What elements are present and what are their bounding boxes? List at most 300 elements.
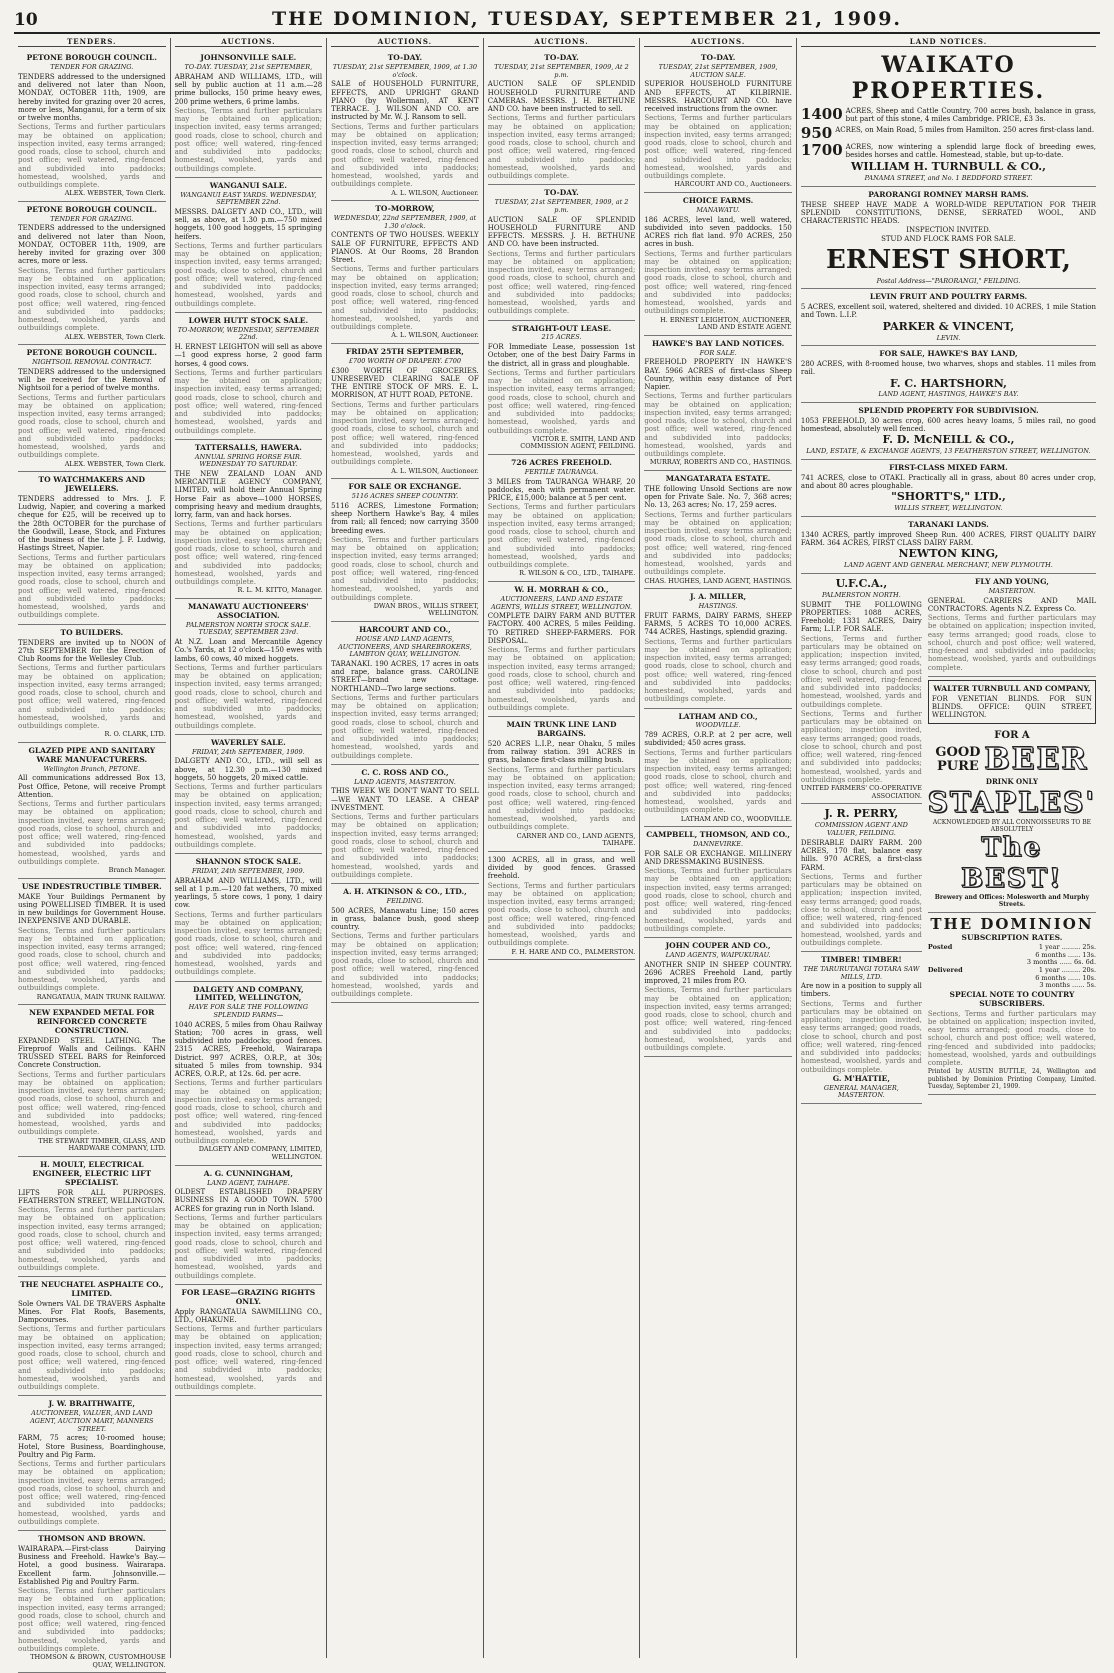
ad-title: U.F.C.A., — [835, 577, 888, 591]
ad-filler: Sections, Terms and further particulars may be obtained on application; inspection invited, easy terms arranged; good roads, close to school, church and post office; well watered, ring-fenced and subdivided into paddocks; homestead, woolshed, yards and outbuildings complete. — [927, 614, 1097, 672]
ad-title: J. A. MILLER, — [690, 592, 747, 602]
beer-pure: PURE — [937, 758, 979, 774]
ad-signature: A. L. WILSON, Auctioneer. — [391, 331, 479, 340]
advertiser-address: LAND AGENT, HASTINGS, HAWKE'S BAY. — [878, 390, 1019, 399]
rates-value: 1 year ......... 25s. — [1038, 943, 1097, 952]
ad-title: THOMSON AND BROWN. — [38, 1534, 146, 1544]
staples-word: STAPLES' — [927, 785, 1097, 819]
ad-title: NEW EXPANDED METAL FOR REINFORCED CONCRETE CONSTRUCTION. — [29, 1008, 155, 1035]
advertisement — [488, 321, 636, 456]
ad-filler: Sections, Terms and further particulars may be obtained on application; inspection invited, easy terms arranged; good roads, close to school, church and post office; well watered, ring-fenced and subdivided into paddocks; homestead, woolshed, yards and outbuildings complete. — [18, 1070, 166, 1137]
column-auctions-1 — [171, 38, 328, 1658]
advertisement — [331, 201, 479, 344]
ad-filler: Sections, Terms and further particulars may be obtained on application; inspection invited, easy terms arranged; good roads, close to school, church and post office; well watered, ring-fenced and subdivided into paddocks; homestead, woolshed, yards and outbuildings complete. — [174, 910, 323, 977]
rates-value: 6 months ...... 13s. — [1035, 950, 1097, 959]
lot-number: 1700 — [800, 140, 843, 159]
ad-filler: Sections, Terms and further particulars may be obtained on application; inspection invited, easy terms arranged; good roads, close to school, church and post office; well watered, ring-fenced and subdivided into paddocks; homestead, woolshed, yards and outbuildings complete. — [331, 693, 479, 760]
ad-title: TO WATCHMAKERS AND JEWELLERS. — [38, 475, 146, 494]
ad-body: THESE SHEEP HAVE MADE A WORLD-WIDE REPUTATION FOR THEIR SPLENDID CONSTITUTIONS, DENSE, SERRATED WOOL, AND CHARACTERISTIC HEADS. — [800, 200, 1097, 226]
advertisement — [644, 827, 792, 938]
ad-inspection: INSPECTION INVITED. — [906, 226, 991, 235]
ad-filler: Sections, Terms and further particulars may be obtained on application; inspection invited, easy terms arranged; good roads, close to school, church and post office; well watered, ring-fenced and subdivided into paddocks; homestead, woolshed, yards and outbuildings complete. — [174, 241, 323, 308]
section-heading-auctions-3: AUCTIONS. — [488, 38, 636, 47]
ad-sub: COMMISSION AGENT AND VALUER, FEILDING. — [814, 821, 908, 838]
ad-body: DALGETY AND CO., LTD., will sell as above, at 12.30 p.m.—130 mixed hoggets, 50 hoggets, 20 mixed cattle. — [174, 757, 323, 782]
ad-body: 186 ACRES, level land, well watered, subdivided into seven paddocks. 150 ACRES rich flat land. 970 ACRES, 250 acres in bush. — [644, 215, 792, 249]
ad-title: TATTERSALLS, HAWERA. — [194, 442, 302, 452]
ad-filler: Sections, Terms and further particulars may be obtained on application; inspection invited, easy terms arranged; good roads, close to school, church and post office; well watered, ring-fenced and subdivided into paddocks; homestead, woolshed, yards and outbuildings complete. — [487, 249, 636, 316]
ad-filler: Sections, Terms and further particulars may be obtained on application; inspection invited, easy terms arranged; good roads, close to school, church and post office; well watered, ring-fenced and subdivided into paddocks; homestead, woolshed, yards and outbuildings complete. — [331, 535, 479, 602]
ad-body: H. ERNEST LEIGHTON will sell as above—1 good express horse, 2 good farm horses, 4 good cows. — [174, 343, 323, 368]
ad-signature: Branch Manager. — [108, 866, 166, 874]
tenders-list — [18, 50, 166, 1673]
page-title: THE DOMINION, TUESDAY, SEPTEMBER 21, 1909. — [271, 7, 903, 30]
rates-label: Delivered — [927, 966, 963, 975]
advertisement — [644, 193, 792, 336]
ad-signature: ALEX. WEBSTER, Town Clerk. — [64, 189, 166, 198]
advertisement — [18, 50, 166, 202]
advertisement — [18, 1277, 166, 1396]
ad-filler: Sections, Terms and further particulars may be obtained on application; inspection invited, easy terms arranged; good roads, close to school, church and post office; well watered, ring-fenced and subdivided into paddocks; homestead, woolshed, yards and outbuildings complete. — [487, 646, 636, 712]
ad-body: FARM, 75 acres; 10-roomed house; Hotel, Store Business, Boardinghouse, Poultry and Pig Farm. — [18, 1434, 166, 1459]
ad-paroranui — [801, 187, 1096, 289]
ad-title: SPLENDID PROPERTY FOR SUBDIVISION. — [858, 406, 1039, 416]
ad-title: FRIDAY 25TH SEPTEMBER, — [345, 347, 464, 357]
advertiser-name: PARKER & VINCENT, — [882, 319, 1015, 333]
advertiser-address: LEVIN. — [936, 333, 961, 342]
ad-filler: Sections, Terms and further particulars may be obtained on application; inspection invited, easy terms arranged; good roads, close to school, church and post office; well watered, ring-fenced and subdivided into paddocks; homestead, woolshed, yards and outbuildings complete. — [800, 872, 922, 947]
ad-title: TO-MORROW, — [375, 204, 435, 214]
section-heading-auctions-4: AUCTIONS. — [644, 38, 792, 47]
ad-filler: Sections, Terms and further particulars may be obtained on application; inspection invited, easy terms arranged; good roads, close to school, church and post office; well watered, ring-fenced and subdivided into paddocks; homestead, woolshed, yards and outbuildings complete. — [644, 249, 792, 316]
ad-subtitle: AUCTIONEER, VALUER, AND LAND AGENT, AUCTION MART, MANNERS STREET. — [30, 1409, 154, 1433]
advertisement — [175, 982, 323, 1166]
lot-number: 1400 — [800, 105, 843, 124]
rates-value: 6 months ...... 10s. — [1035, 973, 1097, 982]
ad-filler: Sections, Terms and further particulars may be obtained on application; inspection invited, easy terms arranged; good roads, close to school, church and post office; well watered, ring-fenced and subdivided into paddocks; homestead, woolshed, yards and outbuildings complete. — [927, 1009, 1097, 1068]
ad-signature: F. H. HARE AND CO., PALMERSTON. — [511, 947, 636, 956]
advertisement — [18, 743, 166, 879]
subs-title: THE DOMINION — [930, 914, 1094, 933]
ad-filler: Sections, Terms and further particulars may be obtained on application; inspection invited, easy terms arranged; good roads, close to school, church and post office; well watered, ring-fenced and subdivided into paddocks; homestead, woolshed, yards and outbuildings complete. — [487, 368, 636, 435]
ad-filler: Sections, Terms and further particulars may be obtained on application; inspection invited, easy terms arranged; good roads, close to school, church and post office; well watered, ring-fenced and subdivided into paddocks; homestead, woolshed, yards and outbuildings complete. — [18, 553, 166, 620]
ad-filler: Sections, Terms and further particulars may be obtained on application; inspection invited, easy terms arranged; good roads, close to school, church and post office; well watered, ring-fenced and subdivided into paddocks; homestead, woolshed, yards and outbuildings complete. — [174, 1079, 323, 1146]
ad-signature: THE STEWART TIMBER, GLASS, AND HARDWARE COMPANY, LTD. — [38, 1136, 166, 1153]
bottom-split — [801, 574, 1096, 1104]
ad-waikato — [801, 50, 1096, 187]
advertisement — [331, 884, 479, 1003]
ad-body: FOR SALE OR EXCHANGE. MILLINERY AND DRESSMAKING BUSINESS. — [644, 849, 792, 866]
ad-title: A. G. CUNNINGHAM, — [203, 1168, 293, 1178]
lot-text: ACRES, Sheep and Cattle Country, 700 acres bush, balance in grass, but part of this stone, 4 miles Cambridge. PRICE, £3 3s. — [845, 107, 1097, 124]
ad-title: SHANNON STOCK SALE. — [195, 857, 302, 867]
advertisement — [644, 471, 792, 589]
ad-body: AUCTION SALE OF SPLENDID HOUSEHOLD FURNITURE AND CAMERAS. MESSRS. J. H. BETHUNE AND CO. have been instructed to sell. — [487, 80, 636, 114]
advertiser-address: WILLIS STREET, WELLINGTON. — [894, 504, 1003, 513]
beer-good-pure — [935, 746, 980, 775]
ad-subtitle: PALMERSTON NORTH STOCK SALE. TUESDAY, SEPTEMBER 23rd. — [185, 620, 311, 637]
advertisement — [18, 1531, 166, 1673]
ad-title: FOR SALE, HAWKE'S BAY LAND, — [879, 349, 1018, 359]
ad-filler: Sections, Terms and further particulars may be obtained on application; inspection invited, easy terms arranged; good roads, close to school, church and post office; well watered, ring-fenced and subdivided into paddocks; homestead, woolshed, yards and outbuildings complete. — [331, 813, 479, 879]
ad-fly-young — [928, 574, 1096, 677]
ad-title: CHOICE FARMS. — [682, 196, 754, 206]
ad-signature: A. L. WILSON, Auctioneer. — [391, 188, 479, 197]
ad-subtitle: HASTINGS. — [698, 602, 738, 611]
advertiser-name: "SHORTT'S," LTD., — [891, 490, 1006, 504]
ad-filler: Sections, Terms and further particulars may be obtained on application; inspection invited, easy terms arranged; good roads, close to school, church and post office; well watered, ring-fenced and subdivided into paddocks; homestead, woolshed, yards and outbuildings complete. — [18, 1206, 166, 1272]
ad-subscription-rates — [928, 913, 1096, 1095]
ad-signature: HARCOURT AND CO., Auctioneers. — [674, 180, 792, 189]
ad-signature: MURRAY, ROBERTS AND CO., HASTINGS. — [649, 458, 792, 467]
ad-title: J. W. BRAITHWAITE, — [48, 1399, 135, 1409]
ad-levin — [801, 289, 1096, 346]
ad-title: W. H. MORRAH & CO., — [514, 585, 609, 595]
ad-subtitle: NIGHTSOIL REMOVAL CONTRACT. — [32, 358, 152, 367]
ad-title: HARCOURT AND CO., — [359, 625, 451, 635]
ad-title: CAMPBELL, THOMSON, AND CO., — [646, 830, 790, 840]
ad-subtitle: FOR SALE. — [699, 348, 737, 357]
ad-filler: Sections, Terms and further particulars may be obtained on application; inspection invited, easy terms arranged; good roads, close to school, church and post office; well watered, ring-fenced and subdivided into paddocks; homestead, woolshed, yards and outbuildings complete. — [487, 503, 636, 570]
ad-body: FRUIT FARMS, DAIRY FARMS, SHEEP FARMS, 5 ACRES TO 10,000 ACRES. 744 ACRES, Hastings, splendid grazing. — [644, 611, 792, 637]
subs-sub: SUBSCRIPTION RATES. — [961, 933, 1063, 943]
ad-title: JOHN COUPER AND CO., — [665, 941, 771, 951]
ad-body: Are now in a position to supply all timbers. — [800, 982, 922, 999]
ad-subtitle: ANNUAL SPRING HORSE FAIR. WEDNESDAY TO SATURDAY. — [194, 452, 302, 469]
ad-subtitle: FEILDING. — [386, 897, 424, 905]
lot-text: ACRES, now wintering a splendid large flock of breeding ewes, besides horses and cattle. Homestead, stable, but up-to-date. — [845, 142, 1097, 159]
ad-title: LATHAM AND CO., — [678, 711, 758, 721]
ad-title: TO-DAY. — [544, 53, 579, 63]
ad-subtitle: 5116 ACRES SHEEP COUNTRY. — [351, 492, 459, 501]
beer-good: GOOD — [935, 744, 981, 760]
ad-signature: THOMSON & BROWN, CUSTOMHOUSE QUAY, WELLINGTON. — [30, 1653, 166, 1669]
advertisement — [18, 345, 166, 472]
advertisement — [18, 625, 166, 743]
ad-filler: Sections, Terms and further particulars may be obtained on application; inspection invited, easy terms arranged; good roads, close to school, church and post office; well watered, ring-fenced and subdivided into paddocks; homestead, woolshed, yards and outbuildings complete. — [487, 881, 636, 948]
ad-title: TIMBER! TIMBER! — [821, 955, 902, 965]
advertiser-name: F. D. McNEILL & CO., — [882, 433, 1015, 447]
ad-signature: ALEX. WEBSTER, Town Clerk. — [64, 459, 166, 468]
ad-body: TENDERS addressed to the undersigned will be received for the Removal of Nightsoil for a period of twelve months. — [18, 367, 166, 393]
ad-body: 5116 ACRES, Limestone Formation; sheep Northern Hawke's Bay, 4 miles from rail; all fenced; now carrying 3500 breeding ewes. — [331, 501, 479, 535]
advertisement — [331, 765, 479, 884]
ad-filler: Sections, Terms and further particulars may be obtained on application; inspection invited, easy terms arranged; good roads, close to school, church and post office; well watered, ring-fenced and subdivided into paddocks; homestead, woolshed, yards and outbuildings complete. — [644, 986, 792, 1053]
ad-subtitle: WANGANUI EAST YARDS. WEDNESDAY, SEPTEMBER 22nd. — [180, 190, 317, 207]
ad-signature: RANGATAUA, MAIN TRUNK RAILWAY. — [36, 992, 166, 1001]
rates-label: Posted — [927, 943, 953, 952]
ad-title: C. C. ROSS AND CO., — [361, 767, 449, 777]
ad-filler: Sections, Terms and further particulars may be obtained on application; inspection invited, easy terms arranged; good roads, close to school, church and post office; well watered, ring-fenced and subdivided into paddocks; homestead, woolshed, yards and outbuildings complete. — [18, 926, 166, 993]
ad-filler: Sections, Terms and further particulars may be obtained on application; inspection invited, easy terms arranged; good roads, close to school, church and post office; well watered, ring-fenced and subdivided into paddocks; homestead, woolshed, yards and outbuildings complete. — [174, 1213, 323, 1280]
ad-body: THE NEW ZEALAND LOAN AND MERCANTILE AGENCY COMPANY, LIMITED, will hold their Annual Spring Horse Fair as above—1000 HORSES, comprising heavy and medium draughts, lorry, farm, van and hack horses. — [174, 469, 323, 520]
ad-body: AUCTION SALE OF SPLENDID HOUSEHOLD FURNITURE AND EFFECTS. MESSRS. J. H. BETHUNE AND CO. have been instructed. — [487, 215, 636, 249]
ad-body: WAIRARAPA.—First-class Dairying Business and Freehold. Hawke's Bay.—Hotel, a good business. Wairarapa. Excellent farm. Johnsonville.—Established Pig and Poultry Farm. — [18, 1544, 166, 1586]
ad-filler: Sections, Terms and further particulars may be obtained on application; inspection invited, easy terms arranged; good roads, close to school, church and post office; well watered, ring-fenced and subdivided into paddocks; homestead, woolshed, yards and outbuildings complete. — [487, 765, 636, 832]
advertisement — [644, 938, 792, 1057]
ad-filler: Sections, Terms and further particulars may be obtained on application; inspection invited, easy terms arranged; good roads, close to school, church and post office; well watered, ring-fenced and subdivided into paddocks; homestead, woolshed, yards and outbuildings complete. — [174, 520, 323, 587]
ad-body: 3 MILES from TAURANGA WHARF, 20 paddocks, each with permanent water. PRICE, £15,000; balance at 5 per cent. — [487, 477, 636, 503]
ad-signature: CHAS. HUGHES, LAND AGENT, HASTINGS. — [644, 576, 792, 585]
advertiser-address: PANAMA STREET, and No. 1 BEDDFORD STREET. — [864, 174, 1033, 183]
ad-filler: Sections, Terms and further particulars may be obtained on application; inspection invited, easy terms arranged; good roads, close to school, church and post office; well watered, ring-fenced and subdivided into paddocks; homestead, woolshed, yards and outbuildings complete. — [18, 800, 166, 866]
ad-body: OLDEST ESTABLISHED DRAPERY BUSINESS IN A GOOD TOWN. 5700 ACRES for grazing run in North Island. — [174, 1188, 323, 1213]
advertisement — [331, 50, 479, 201]
ad-body: SUBMIT THE FOLLOWING PROPERTIES: 1088 ACRES, Freehold; 1331 ACRES, Dairy Farm; L.I.P. FOR SALE. — [800, 600, 922, 634]
ad-filler: Sections, Terms and further particulars may be obtained on application; inspection invited, easy terms arranged; good roads, close to school, church and post office; well watered, ring-fenced and subdivided into paddocks; homestead, woolshed, yards and outbuildings complete. — [800, 634, 922, 709]
ad-body: 500 ACRES, Manawatu Line; 150 acres in grass, balance bush, good sheep country. — [331, 906, 479, 932]
column-auctions-2 — [327, 38, 484, 1658]
ad-filler: Sections, Terms and further particulars may be obtained on application; inspection invited, easy terms arranged; good roads, close to school, church and post office; well watered, ring-fenced and subdivided into paddocks; homestead, woolshed, yards and outbuildings complete. — [487, 114, 636, 181]
ad-title: 726 ACRES FREEHOLD. — [511, 458, 612, 468]
ad-subtitle: FRIDAY, 24th SEPTEMBER, 1909. — [191, 747, 305, 756]
beer-headline — [928, 742, 1096, 777]
auctions-list-3 — [488, 50, 636, 960]
ad-body: £300 WORTH OF GROCERIES. UNRESERVED CLEARING SALE OF THE ENTIRE STOCK OF MRS. E. L. MORRISON, AT HUTT ROAD, PETONE. — [331, 366, 479, 400]
waikato-title: WAIKATO PROPERTIES. — [851, 52, 1046, 105]
lot — [801, 107, 1096, 124]
ad-filler: Sections, Terms and further particulars may be obtained on application; inspection invited, easy terms arranged; good roads, close to school, church and post office; well watered, ring-fenced and subdivided into paddocks; homestead, woolshed, yards and outbuildings complete. — [174, 783, 323, 849]
ad-body: THE following Unsold Sections are now open for Private Sale. No. 7, 368 acres; No. 13, 263 acres; No. 17, 259 acres. — [644, 484, 792, 510]
advertisement — [644, 336, 792, 471]
ad-body: COMPLETE DAIRY FARM AND BUTTER FACTORY. 400 ACRES, 5 miles Feilding. TO RETIRED SHEEP-FARMERS. FOR DISPOSAL. — [487, 612, 636, 645]
advertisement — [175, 178, 323, 313]
ad-filler: Sections, Terms and further particulars may be obtained on application; inspection invited, easy terms arranged; good roads, close to school, church and post office; well watered, ring-fenced and subdivided into paddocks; homestead, woolshed, yards and outbuildings complete. — [644, 637, 792, 704]
ad-filler: Sections, Terms and further particulars may be obtained on application; inspection invited, easy terms arranged; good roads, close to school, church and post office; well watered, ring-fenced and subdivided into paddocks; homestead, woolshed, yards and outbuildings complete. — [18, 123, 166, 189]
ad-subtitle: MANAWATU. — [696, 205, 740, 214]
ad-subtitle: TUESDAY, 21st SEPTEMBER, 1909, at 1.30 o'clock. — [332, 63, 477, 79]
advertisement — [644, 709, 792, 828]
ad-title: MANAWATU AUCTIONEERS' ASSOCIATION. — [188, 602, 309, 620]
ad-signature: LATHAM AND CO., WOODVILLE. — [680, 814, 792, 823]
ad-body: TENDERS addressed to the undersigned and delivered not later than Noon, MONDAY, OCTOBER 11th, 1909, are hereby invited for grazing over 300 acres, more or less. — [18, 224, 166, 266]
ad-subtitle: WOODVILLE. — [695, 721, 741, 730]
auctions-list-4 — [644, 50, 792, 1057]
ad-title: A. H. ATKINSON & CO., LTD., — [343, 887, 467, 897]
ad-title: HAWKE'S BAY LAND NOTICES. — [651, 338, 785, 348]
ad-body: FOR Immediate Lease, possession 1st October, one of the best Dairy Farms in the district, all in grass and ploughable. — [487, 343, 636, 368]
column-tenders — [14, 37, 171, 1669]
ad-subtitle: TO-DAY. TUESDAY, 21st SEPTEMBER, — [184, 63, 313, 72]
ad-title: WANGANUI SALE. — [209, 180, 287, 190]
ad-title: WAVERLEY SALE. — [210, 737, 286, 747]
advertisement — [18, 202, 166, 345]
ad-filler: Sections, Terms and further particulars may be obtained on application; inspection invited, easy terms arranged; good roads, close to school, church and post office; well watered, ring-fenced and subdivided into paddocks; homestead, woolshed, yards and outbuildings complete. — [800, 709, 922, 784]
ad-body: FOR VENETIAN BLINDS. FOR SUN BLINDS. OFFICE: QUIN STREET, WELLINGTON. — [931, 694, 1093, 720]
bottom-right — [928, 574, 1096, 1104]
ad-timber — [801, 952, 922, 1104]
ad-perry — [801, 804, 922, 952]
lot-number: 950 — [800, 123, 833, 142]
rates-table — [928, 944, 1096, 990]
ad-signature: DALGETY AND COMPANY, LIMITED, WELLINGTON. — [198, 1145, 323, 1162]
column-auctions-3 — [484, 38, 641, 1658]
ad-title: GLAZED PIPE AND SANITARY WARE MANUFACTURERS. — [28, 745, 156, 764]
ad-body: LIFTS FOR ALL PURPOSES. FEATHERSTON STREET, WELLINGTON. — [18, 1188, 166, 1205]
rates-row — [928, 982, 1096, 990]
advertiser-address: Postal Address—"PARORANGI," FEILDING. — [876, 276, 1021, 285]
ad-filler: Sections, Terms and further particulars may be obtained on application; inspection invited, easy terms arranged; good roads, close to school, church and post office; well watered, ring-fenced and subdivided into paddocks; homestead, woolshed, yards and outbuildings complete. — [18, 664, 166, 730]
advertiser-address: LAND, ESTATE, & EXCHANGE AGENTS, 13 FEATHERSTON STREET, WELLINGTON. — [806, 447, 1091, 456]
ad-filler: Sections, Terms and further particulars may be obtained on application; inspection invited, easy terms arranged; good roads, close to school, church and post office; well watered, ring-fenced and subdivided into paddocks; homestead, woolshed, yards and outbuildings complete. — [18, 1460, 166, 1526]
ad-filler: Sections, Terms and further particulars may be obtained on application; inspection invited, easy terms arranged; good roads, close to school, church and post office; well watered, ring-fenced and subdivided into paddocks; homestead, woolshed, yards and outbuildings complete. — [644, 748, 792, 815]
ad-signature: DWAN BROS., WILLIS STREET, WELLINGTON. — [373, 601, 479, 618]
ad-title: TARANAKI LANDS. — [908, 520, 989, 530]
advertiser-name: ERNEST SHORT, — [826, 244, 1071, 275]
advertiser-name: WILLIAM H. TURNBULL & CO., — [850, 160, 1046, 174]
ad-title: TO-DAY. — [387, 53, 423, 63]
advertisement — [175, 735, 323, 854]
masthead — [14, 0, 1100, 34]
ad-filler: Sections, Terms and further particulars may be obtained on application; inspection invited, easy terms arranged; good roads, close to school, church and post office; well watered, ring-fenced and subdivided into paddocks; homestead, woolshed, yards and outbuildings complete. — [644, 867, 792, 933]
ad-filler: Sections, Terms and further particulars may be obtained on application; inspection invited, easy terms arranged; good roads, close to school, church and post office; well watered, ring-fenced and subdivided into paddocks; homestead, woolshed, yards and outbuildings complete. — [331, 400, 479, 467]
ad-body: TARANAKI. 190 ACRES, 17 acres in oats and rape, balance grass. CAROLINE STREET—brand new cottage. NORTHLAND—Two large sections. — [331, 659, 479, 693]
ad-filler: Sections, Terms and further particulars may be obtained on application; inspection invited, easy terms arranged; good roads, close to school, church and post office; well watered, ring-fenced and subdivided into paddocks; homestead, woolshed, yards and outbuildings complete. — [174, 663, 323, 730]
advertisement — [331, 479, 479, 622]
section-heading-auctions-2: AUCTIONS. — [331, 38, 479, 47]
ad-filler: Sections, Terms and further particulars may be obtained on application; inspection invited, easy terms arranged; good roads, close to school, church and post office; well watered, ring-fenced and subdivided into paddocks; homestead, woolshed, yards and outbuildings complete. — [18, 1325, 166, 1392]
ad-signature: H. ERNEST LEIGHTON, AUCTIONEER, LAND AND ESTATE AGENT. — [660, 315, 792, 332]
beer-for-a: FOR A — [994, 730, 1030, 742]
ad-body: CONTENTS OF TWO HOUSES. WEEKLY SALE OF FURNITURE, EFFECTS AND PIANOS. At Our Rooms, 28 Brandon Street. — [331, 231, 479, 265]
advertiser-name: G. M'HATTIE, — [832, 1073, 890, 1083]
ad-body: 1300 ACRES, all in grass, and well divided by good fences. Grassed freehold. — [487, 855, 636, 881]
ad-body: 789 ACRES, O.R.P. at 2 per acre, well subdivided; 450 acres grass. — [644, 731, 792, 748]
ad-filler: Sections, Terms and further particulars may be obtained on application; inspection invited, easy terms arranged; good roads, close to school, church and post office; well watered, ring-fenced and subdivided into paddocks; homestead, woolshed, yards and outbuildings complete. — [331, 265, 479, 332]
ad-title: FOR SALE OR EXCHANGE. — [348, 482, 462, 492]
ad-body: All communications addressed Box 13, Post Office, Petone, will receive Prompt Attention. — [18, 774, 166, 799]
ad-subtitle: LAND AGENTS, WAIPUKURAU. — [665, 951, 771, 960]
ad-hawkes-bay — [801, 346, 1096, 403]
ad-body: 5 ACRES, excellent soil, watered, sheltered and divided. 10 ACRES, 1 mile Station and Town. L.I.P. — [800, 303, 1097, 320]
ad-body: FREEHOLD PROPERTY IN HAWKE'S BAY. 5966 ACRES of first-class Sheep Country, within easy distance of Port Napier. — [644, 358, 792, 392]
advertisement — [18, 879, 166, 1006]
ad-subtitle: TUESDAY, 21st SEPTEMBER, 1909, at 2 p.m. — [494, 198, 629, 214]
section-heading-auctions: AUCTIONS. — [175, 38, 323, 47]
ad-title: MANGATARATA ESTATE. — [665, 474, 771, 484]
ad-sub: THE TARURUTANGI TOTARA SAW MILLS, LTD. — [803, 964, 920, 981]
ad-body: 1053 FREEHOLD, 30 acres crop, 600 acres heavy loams, 5 miles rail, no good homestead, absolutely well fenced. — [800, 416, 1097, 434]
column-land-notices — [797, 38, 1100, 1658]
ad-body: GENERAL CARRIERS AND MAIL CONTRACTORS. Agents N.Z. Express Co. — [927, 596, 1097, 613]
ad-body: DESIRABLE DAIRY FARM. 200 ACRES, 170 flat, balance easy hills. 970 ACRES, a first-class FARM. — [800, 838, 922, 872]
ad-subtitle: AUCTIONEERS, LAND AND ESTATE AGENTS, WILLIS STREET, WELLINGTON. — [490, 594, 633, 611]
ad-subtitle: FRIDAY, 24th SEPTEMBER, 1909. — [191, 866, 305, 875]
advertisement — [18, 472, 166, 624]
bottom-left — [801, 574, 922, 1104]
ad-subtitle: LAND AGENT, TAIHAPE. — [207, 1178, 290, 1187]
ad-body: MESSRS. DALGETY AND CO., LTD., will sell, as above, at 1.30 p.m.—750 mixed hoggets, 100 good hoggets, 15 springing heifers. — [174, 207, 323, 241]
advertisement — [644, 50, 792, 193]
ad-subtitle: TUESDAY, 21st SEPTEMBER, 1909, AUCTION SALE. — [658, 63, 778, 79]
ad-title: TO BUILDERS. — [60, 627, 124, 637]
ad-subtitle: HAVE FOR SALE THE FOLLOWING SPLENDID FARMS— — [188, 1003, 309, 1019]
auctions-list-2 — [331, 50, 479, 1003]
advertiser-address: GENERAL MANAGER, MASTERTON. — [823, 1083, 899, 1100]
advertisement — [175, 1285, 323, 1396]
ad-subtitle: 215 ACRES. — [541, 333, 582, 342]
ad-title: WALTER TURNBULL AND COMPANY, — [933, 683, 1091, 693]
ad-first-class-farm — [801, 460, 1096, 517]
ad-body: Sole Owners VAL DE TRAVERS Asphalte Mines. For Flat Roofs, Basements, Dampcourses. — [18, 1299, 166, 1325]
ad-taranaki — [801, 517, 1096, 574]
ad-title: LEVIN FRUIT AND POULTRY FARMS. — [869, 292, 1028, 302]
advertiser-name: NEWTON KING, — [898, 547, 999, 561]
ad-filler: Sections, Terms and further particulars may be obtained on application; inspection invited, easy terms arranged; good roads, close to school, church and post office; well watered, ring-fenced and subdivided into paddocks; homestead, woolshed, yards and outbuildings complete. — [18, 1587, 166, 1653]
ad-title: FIRST-CLASS MIXED FARM. — [889, 463, 1008, 473]
ad-title: PETONE BOROUGH COUNCIL. — [26, 53, 157, 63]
beer-drink: DRINK ONLY — [985, 776, 1038, 786]
ad-subtitle: LAND AGENTS, MASTERTON. — [354, 777, 456, 786]
lot-text: ACRES, on Main Road, 5 miles from Hamilton. 250 acres first-class land. — [835, 125, 1095, 134]
advertisement — [175, 854, 323, 982]
beer-brewery: Brewery and Offices: Molesworth and Murphy Streets. — [934, 894, 1090, 909]
advertisement — [18, 1005, 166, 1157]
rates-value: 3 months ...... 6s. 6d. — [1026, 958, 1097, 967]
ad-title: MAIN TRUNK LINE LAND BARGAINS. — [506, 720, 617, 739]
ad-subtitle: TENDER FOR GRAZING. — [50, 63, 134, 72]
ad-title: USE INDESTRUCTIBLE TIMBER. — [21, 881, 162, 891]
ad-signature: R. L. M. KITTO, Manager. — [237, 586, 323, 595]
rates-value: 1 year ......... 20s. — [1038, 966, 1097, 975]
ad-body: 1040 ACRES, 5 miles from Ohau Railway Station; 700 acres in grass, well subdivided into paddocks; good fences. 2315 ACRES, Freehold, Wairarapa District. 997 ACRES, O.R.P., at 30s; situated 5 miles from township. 934 ACRES, O.R.P., at 12s. 6d. per acre. — [174, 1020, 323, 1079]
ad-body: ANOTHER SNIP IN SHEEP COUNTRY. 2696 ACRES Freehold Land, partly improved, 21 miles from P.O. — [644, 960, 792, 986]
ad-body: ABRAHAM AND WILLIAMS, LTD., will sell at 1 p.m.—120 fat wethers, 70 mixed yearlings, 5 store cows, 1 pony, 1 dairy cow. — [174, 876, 323, 910]
auctions-list-1 — [175, 50, 323, 1396]
ad-signature: VICTOR E. SMITH, LAND AND COMMISSION AGENT, FEILDING. — [520, 434, 636, 451]
advertisement — [175, 50, 323, 178]
beer-ack: ACKNOWLEDGED BY ALL CONNOISSEURS TO BE ABSOLUTELY — [932, 818, 1092, 833]
imprint: Printed by AUSTIN BUTTLE, 24, Wellington and published by Dominion Printing Company, Limited. Tuesday, September 21, 1909. — [927, 1068, 1097, 1090]
ad-body: SUPERIOR HOUSEHOLD FURNITURE AND EFFECTS, AT KILBIRNIE. MESSRS. HARCOURT AND CO. have received instructions from the owner. — [644, 80, 792, 114]
ad-filler: Sections, Terms and further particulars may be obtained on application; inspection invited, easy terms arranged; good roads, close to school, church and post office; well watered, ring-fenced and subdivided into paddocks; homestead, woolshed, yards and outbuildings complete. — [331, 122, 479, 189]
ad-body: TENDERS addressed to Mrs. J. F. Ludwig, Napier, and covering a marked cheque for £25, will be received up to the 28th OCTOBER for the purchase of the Goodwill, Lease, Stock, and Fixtures of the business of the late J. F. Ludwig, Hastings Street, Napier. — [18, 494, 166, 553]
ad-filler: Sections, Terms and further particulars may be obtained on application; inspection invited, easy terms arranged; good roads, close to school, church and post office; well watered, ring-fenced and subdivided into paddocks; homestead, woolshed, yards and outbuildings complete. — [174, 1325, 323, 1391]
ad-body: SALE of HOUSEHOLD FURNITURE, EFFECTS, AND UPRIGHT GRAND PIANO (by Wollerman), AT KENT TERRACE. J. WILSON AND CO. are instructed by Mr. W. J. Ransom to sell. — [331, 80, 479, 122]
advertisement — [488, 717, 636, 852]
ad-body: Apply RANGATAUA SAWMILLING CO., LTD., OHAKUNE. — [174, 1307, 323, 1324]
ad-subtitle: WEDNESDAY, 22nd SEPTEMBER, 1909, at 1.30 o'clock. — [333, 214, 477, 230]
advertisement — [18, 1396, 166, 1531]
ad-title: LOWER HUTT STOCK SALE. — [188, 315, 309, 325]
best-word: The BEST! — [961, 833, 1063, 894]
ad-title: FLY AND YOUNG, — [975, 577, 1049, 587]
ad-splendid-property — [801, 403, 1096, 460]
ad-body: At N.Z. Loan and Mercantile Agency Co.'s Yards, at 12 o'clock—150 ewes with lambs, 60 cows, 40 mixed hoggets. — [174, 638, 323, 663]
beer-word: BEER — [984, 742, 1089, 778]
advertiser-address: LAND AGENT AND GENERAL MERCHANT, NEW PLYMOUTH. — [844, 561, 1053, 570]
ad-staples-beer — [928, 727, 1096, 912]
ad-signature: ALEX. WEBSTER, Town Clerk. — [64, 332, 166, 341]
ad-filler: Sections, Terms and further particulars may be obtained on application; inspection invited, easy terms arranged; good roads, close to school, church and post office; well watered, ring-fenced and subdivided into paddocks; homestead, woolshed, yards and outbuildings complete. — [800, 999, 922, 1074]
advertisement — [18, 1157, 166, 1277]
ad-filler: Sections, Terms and further particulars may be obtained on application; inspection invited, easy terms arranged; good roads, close to school, church and post office; well watered, ring-fenced and subdivided into paddocks; homestead, woolshed, yards and outbuildings complete. — [18, 393, 166, 460]
ad-title: THE NEUCHATEL ASPHALTE CO., LIMITED. — [20, 1280, 164, 1298]
ad-signature: CARNER AND CO., LAND AGENTS, TAIHAPE. — [516, 831, 636, 848]
ad-body: TENDERS addressed to the undersigned and delivered not later than Noon, MONDAY, OCTOBER 11th, 1909, are hereby invited for grazing over 20 acres, more or less, Manganui, for a term of six or twelve months. — [18, 72, 166, 122]
columns — [14, 37, 1100, 1669]
ad-body: THIS WEEK WE DON'T WANT TO SELL—WE WANT TO LEASE. A CHEAP INVESTMENT. — [331, 787, 479, 812]
ad-subtitle: £700 WORTH OF DRAPERY. £700 — [348, 356, 461, 365]
ad-ufca — [801, 574, 922, 804]
ad-title: TO-DAY. — [544, 188, 579, 198]
subs-note: SPECIAL NOTE TO COUNTRY SUBSCRIBERS. — [949, 989, 1075, 1008]
ad-body: TENDERS are invited up to NOON of 27th SEPTEMBER for the Erection of Club Rooms for the Wellesley Club. — [18, 638, 166, 663]
ad-signature: A. L. WILSON, Auctioneer. — [391, 466, 479, 475]
ad-title: PETONE BOROUGH COUNCIL. — [26, 204, 157, 214]
ad-body: 280 ACRES, with 8-roomed house, two wharves, shops and stables. 11 miles from rail. — [800, 360, 1097, 377]
advertisement — [488, 852, 636, 960]
